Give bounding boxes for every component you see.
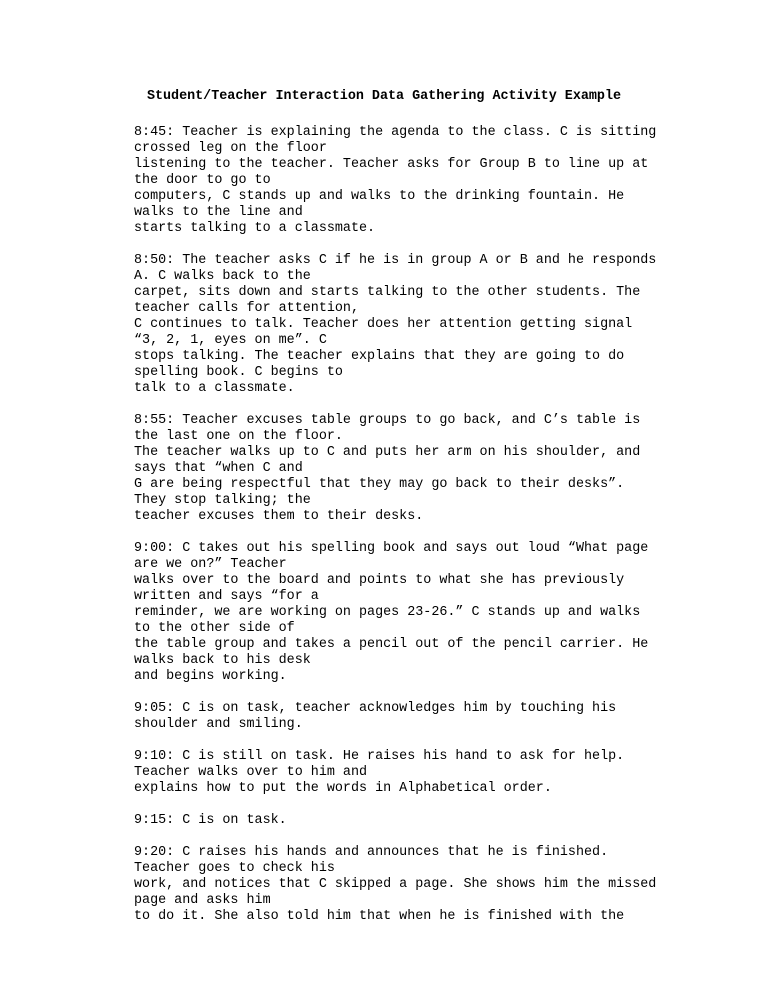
paragraph-line: are we on?” Teacher xyxy=(134,557,287,572)
paragraph-line: teacher excuses them to their desks. xyxy=(134,509,424,524)
paragraph-line: They stop talking; the xyxy=(134,493,311,508)
paragraph-line: work, and notices that C skipped a page. She shows him the missed xyxy=(134,877,657,892)
paragraph-line: Teacher goes to check his xyxy=(134,861,335,876)
paragraph-line: starts talking to a classmate. xyxy=(134,221,376,236)
paragraph-line: A. C walks back to the xyxy=(134,269,311,284)
paragraph-line: Teacher walks over to him and xyxy=(134,765,368,780)
paragraph-line: 9:10: C is still on task. He raises his hand to ask for help. xyxy=(134,749,625,764)
paragraph-line: G are being respectful that they may go back to their desks”. xyxy=(134,477,625,492)
paragraph-line: 9:15: C is on task. xyxy=(134,813,287,828)
paragraph-line: 8:45: Teacher is explaining the agenda to the class. C is sitting xyxy=(134,125,657,140)
document-title: Student/Teacher Interaction Data Gathering Activity Example xyxy=(146,89,622,104)
paragraph-line: spelling book. C begins to xyxy=(134,365,343,380)
paragraph-line: teacher calls for attention, xyxy=(134,301,359,316)
paragraph-line: stops talking. The teacher explains that they are going to do xyxy=(134,349,625,364)
paragraph-line: shoulder and smiling. xyxy=(134,717,303,732)
paragraph-line: says that “when C and xyxy=(134,461,303,476)
paragraph-line: “3, 2, 1, eyes on me”. C xyxy=(134,333,327,348)
paragraph-line: listening to the teacher. Teacher asks for Group B to line up at xyxy=(134,157,649,172)
paragraph-line: carpet, sits down and starts talking to the other students. The xyxy=(134,285,641,300)
paragraph-line: and begins working. xyxy=(134,669,287,684)
paragraph-line: crossed leg on the floor xyxy=(134,141,327,156)
paragraph-line: computers, C stands up and walks to the drinking fountain. He xyxy=(134,189,625,204)
paragraph-line: the last one on the floor. xyxy=(134,429,343,444)
paragraph-line: 9:05: C is on task, teacher acknowledges him by touching his xyxy=(134,701,617,716)
paragraph-line: to the other side of xyxy=(134,621,295,636)
paragraph-line: explains how to put the words in Alphabetical order. xyxy=(134,781,552,796)
paragraph-line: walks over to the board and points to what she has previously xyxy=(134,573,625,588)
paragraph-line: 9:20: C raises his hands and announces that he is finished. xyxy=(134,845,609,860)
paragraph-line: 8:55: Teacher excuses table groups to go back, and C’s table is xyxy=(134,413,641,428)
paragraph-line: the table group and takes a pencil out of the pencil carrier. He xyxy=(134,637,649,652)
paragraph-line: The teacher walks up to C and puts her arm on his shoulder, and xyxy=(134,445,641,460)
paragraph-line: reminder, we are working on pages 23-26.” C stands up and walks xyxy=(134,605,641,620)
paragraph-line: walks back to his desk xyxy=(134,653,311,668)
paragraph-line: talk to a classmate. xyxy=(134,381,295,396)
paragraph-line: 9:00: C takes out his spelling book and says out loud “What page xyxy=(134,541,649,556)
paragraph-line: 8:50: The teacher asks C if he is in group A or B and he responds xyxy=(134,253,657,268)
paragraph-line: to do it. She also told him that when he is finished with the xyxy=(134,909,625,924)
paragraph-line: the door to go to xyxy=(134,173,271,188)
paragraph-line: page and asks him xyxy=(134,893,271,908)
paragraph-line: C continues to talk. Teacher does her attention getting signal xyxy=(134,317,633,332)
paragraph-line: written and says “for a xyxy=(134,589,319,604)
paragraph-line: walks to the line and xyxy=(134,205,303,220)
